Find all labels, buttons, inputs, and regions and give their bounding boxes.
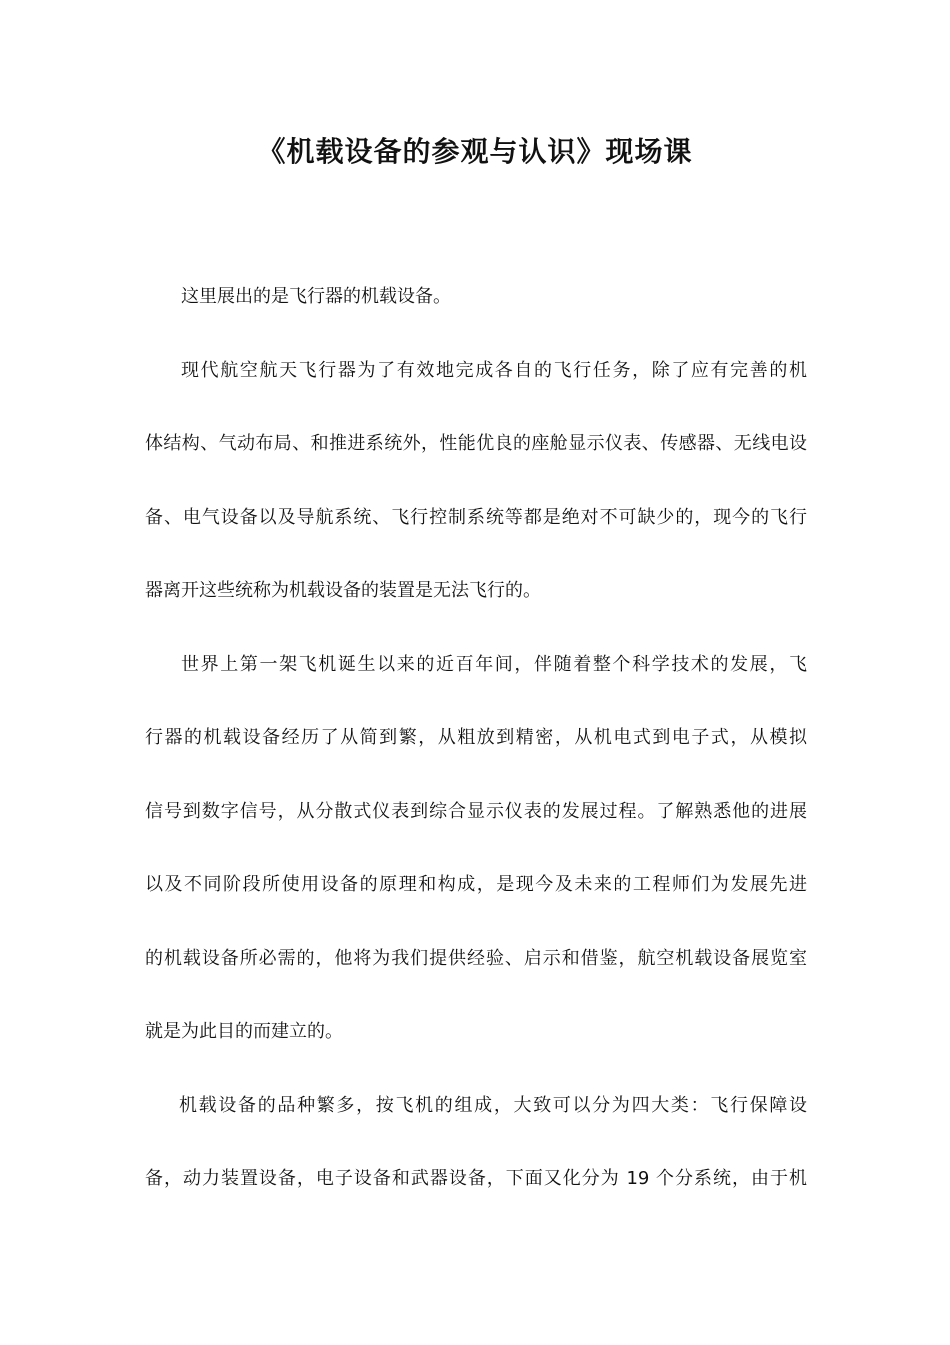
- paragraph-line: 器离开这些统称为机载设备的装置是无法飞行的。: [145, 580, 541, 601]
- paragraph-line: 信号到数字信号，从分散式仪表到综合显示仪表的发展过程。了解熟悉他的进展: [145, 800, 807, 822]
- document-title: 《机载设备的参观与认识》现场课: [257, 135, 693, 168]
- paragraph-line: 世界上第一架飞机诞生以来的近百年间，伴随着整个科学技术的发展，飞: [181, 653, 807, 675]
- paragraph-line: 这里展出的是飞行器的机载设备。: [181, 286, 451, 307]
- paragraph-line: 的机载设备所必需的，他将为我们提供经验、启示和借鉴，航空机载设备展览室: [145, 947, 807, 969]
- paragraph-line: 现代航空航天飞行器为了有效地完成各自的飞行任务，除了应有完善的机: [181, 359, 807, 381]
- paragraph-line: 就是为此目的而建立的。: [145, 1021, 343, 1042]
- paragraph-line: 机载设备的品种繁多，按飞机的组成，大致可以分为四大类：飞行保障设: [179, 1094, 807, 1116]
- paragraph-line: 备，动力装置设备，电子设备和武器设备，下面又化分为 19 个分系统，由于机: [145, 1168, 807, 1189]
- paragraph-line: 行器的机载设备经历了从简到繁，从粗放到精密，从机电式到电子式，从模拟: [145, 727, 807, 748]
- document-body: [145, 282, 807, 1238]
- paragraph-line: 以及不同阶段所使用设备的原理和构成，是现今及未来的工程师们为发展先进: [145, 874, 807, 895]
- paragraph-line: 备、电气设备以及导航系统、飞行控制系统等都是绝对不可缺少的，现今的飞行: [145, 506, 807, 528]
- paragraph-line: 体结构、气动布局、和推进系统外，性能优良的座舱显示仪表、传感器、无线电设: [145, 433, 807, 454]
